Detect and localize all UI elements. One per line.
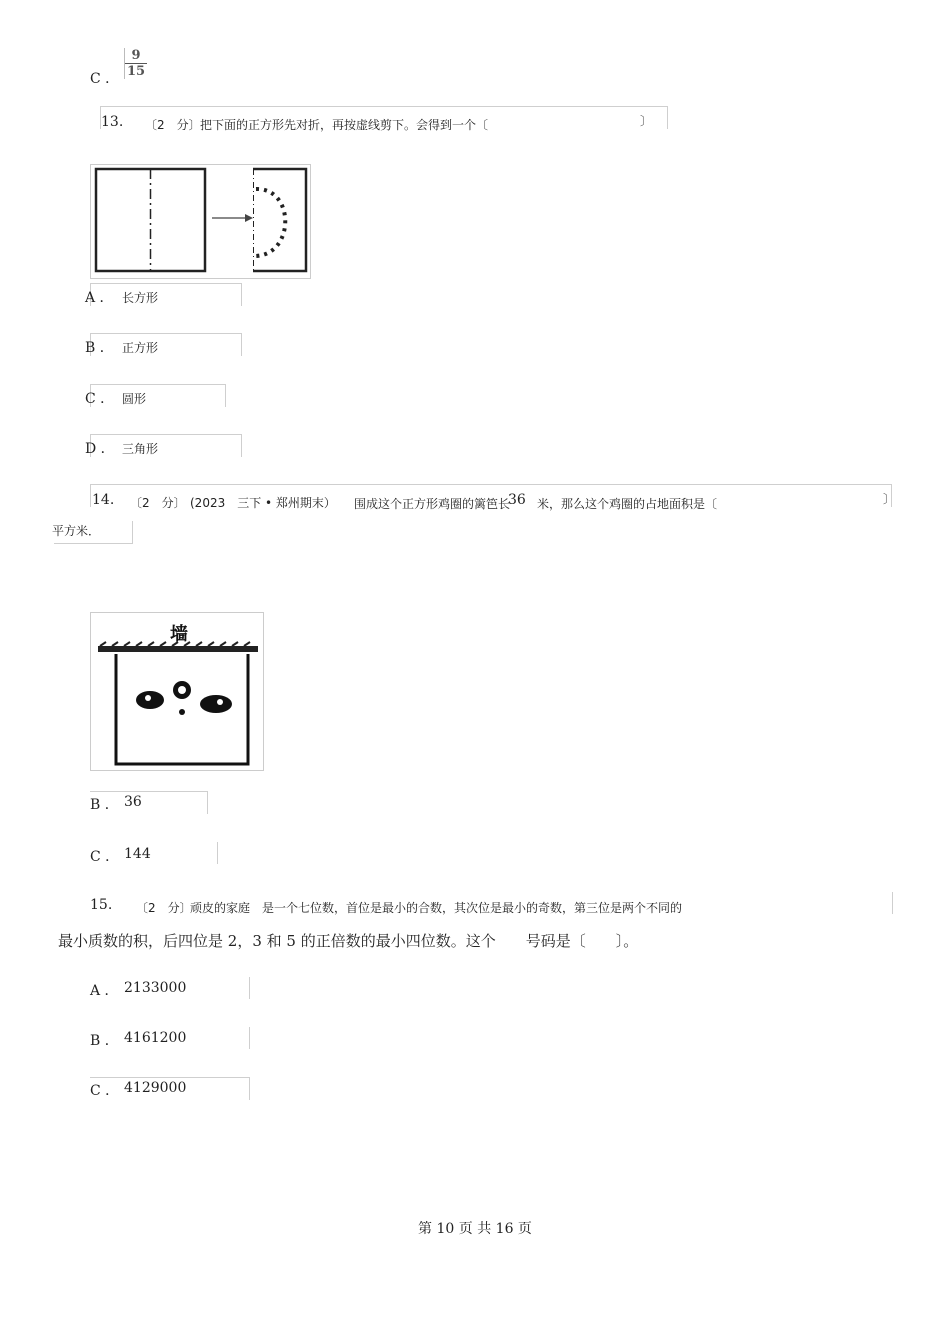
q14-unit: 平方米． (52, 524, 101, 538)
q13-option-d-label[interactable]: D ． (85, 441, 115, 457)
q15-option-c-text[interactable]: 4129000 (124, 1080, 187, 1096)
q14-option-c-label[interactable]: C ． (90, 849, 120, 865)
q14-fence-length: 36 (508, 492, 526, 508)
q13-number: 13. (101, 114, 124, 130)
q13-option-a-text[interactable]: 长方形 (122, 291, 159, 305)
q13-option-b-text[interactable]: 正方形 (122, 341, 159, 355)
wall-label: 墙 (170, 624, 188, 645)
q14-stem-2: 米，那么这个鸡圈的占地面积是〔 (537, 497, 718, 511)
q13-fold-figure (90, 164, 312, 280)
q15-option-b-text[interactable]: 4161200 (124, 1030, 187, 1046)
q14-chicken-coop-figure (90, 612, 265, 772)
chicken-3 (200, 695, 232, 713)
q14-close-bracket: 〕 (883, 492, 896, 506)
q15-stem: 顽皮的家庭 是一个七位数，首位是最小的合数，其次位是最小的奇数，第三位是两个不同的 (190, 901, 683, 915)
q14-option-c-text[interactable]: 144 (124, 846, 151, 862)
q13-points: 〔2 分〕 (145, 118, 201, 132)
q13-option-a-label[interactable]: A ． (85, 290, 114, 306)
cut-dotted-curve (256, 189, 285, 256)
q15-number: 15. (90, 897, 113, 913)
fraction-denominator: 15 (126, 64, 146, 79)
q14-points: 〔2 分〕 (130, 496, 186, 510)
q15-stem-2: 最小质数的积，后四位是 2，3 和 5 的正倍数的最小四位数。这个 号码是〔 〕。 (58, 932, 639, 950)
q13-option-b-label[interactable]: B ． (85, 340, 114, 356)
wall (98, 646, 258, 652)
q14-stem: 围成这个正方形鸡圈的篱笆长 (354, 497, 511, 511)
q12-option-c-label: C ． (90, 71, 120, 87)
figure-frame (91, 165, 311, 279)
q15-option-c-label[interactable]: C ． (90, 1083, 120, 1099)
q14-number: 14. (92, 492, 115, 508)
q15-option-a-label[interactable]: A ． (90, 983, 119, 999)
q15-option-a-text[interactable]: 2133000 (124, 980, 187, 996)
page-footer: 第 10 页 共 16 页 (418, 1221, 532, 1237)
q13-option-c-label[interactable]: C ． (85, 391, 115, 407)
folded-rectangle (253, 169, 306, 271)
q14-source: (2023 三下 • 郑州期末） (190, 496, 336, 510)
arrow-head (245, 214, 253, 222)
q15-option-b-label[interactable]: B ． (90, 1033, 119, 1049)
q13-close-bracket: 〕 (640, 114, 653, 128)
q14-option-b-text[interactable]: 36 (124, 794, 142, 810)
q14-option-b-label[interactable]: B ． (90, 797, 119, 813)
q13-stem: 把下面的正方形先对折，再按虚线剪下。会得到一个〔 (200, 118, 489, 132)
q13-option-c-text[interactable]: 圆形 (122, 392, 147, 406)
q15-points: 〔2 分〕 (136, 901, 192, 915)
q13-option-d-text[interactable]: 三角形 (122, 442, 159, 456)
q12-option-c-fraction (124, 48, 147, 79)
fraction-numerator: 9 (125, 48, 147, 64)
